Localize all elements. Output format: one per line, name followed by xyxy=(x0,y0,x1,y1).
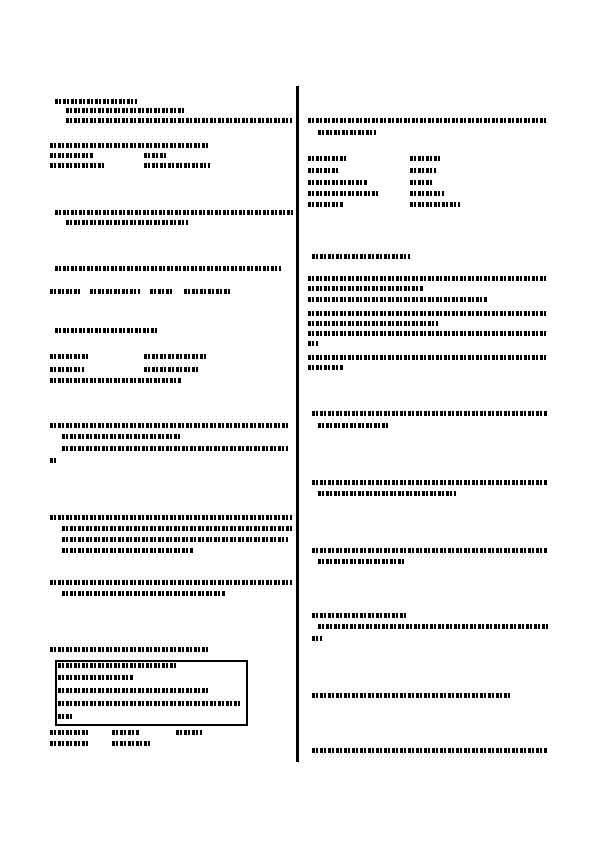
option-c xyxy=(308,311,548,316)
option-b xyxy=(308,168,340,173)
option-d xyxy=(184,289,230,294)
question-line xyxy=(66,220,188,225)
question-line xyxy=(312,693,512,698)
option-a xyxy=(308,156,348,161)
option-a xyxy=(50,354,88,359)
question-line xyxy=(50,515,292,520)
question-line xyxy=(50,143,210,148)
question-line xyxy=(50,423,288,428)
option-d xyxy=(144,367,200,372)
option-a-value xyxy=(410,156,440,161)
question-line xyxy=(50,580,292,585)
box-line xyxy=(58,701,242,706)
option-d xyxy=(308,331,548,336)
option-c xyxy=(308,180,368,185)
option-e xyxy=(308,355,548,360)
option-d xyxy=(50,741,90,746)
box-line xyxy=(58,688,208,693)
question-line xyxy=(312,254,410,259)
question-line xyxy=(308,118,548,123)
option-d xyxy=(308,191,380,196)
option-d-value xyxy=(410,191,444,196)
option-b-value xyxy=(410,168,436,173)
box-line xyxy=(58,663,178,668)
option-c xyxy=(176,730,202,735)
question-line xyxy=(62,526,292,531)
question-line xyxy=(66,118,292,123)
question-line xyxy=(318,423,388,428)
question-line xyxy=(312,748,548,753)
question-line xyxy=(62,591,226,596)
option-a xyxy=(50,289,80,294)
option-d-cont xyxy=(308,341,318,346)
option-c xyxy=(50,367,84,372)
option-b xyxy=(112,730,140,735)
column-divider xyxy=(296,86,299,762)
question-line xyxy=(318,130,376,135)
question-line xyxy=(312,636,322,641)
question-line xyxy=(62,434,182,439)
question-line xyxy=(318,491,456,496)
option-a xyxy=(50,153,94,158)
question-line xyxy=(62,537,288,542)
question-line xyxy=(50,458,56,463)
code-box xyxy=(55,660,248,726)
box-line xyxy=(58,714,74,719)
option-b xyxy=(90,289,140,294)
option-a-cont xyxy=(308,286,424,291)
question-line xyxy=(312,548,548,553)
option-c xyxy=(50,163,106,168)
question-line xyxy=(55,210,293,215)
question-line xyxy=(55,328,159,333)
question-line xyxy=(318,624,548,629)
question-line xyxy=(318,559,406,564)
option-d xyxy=(144,163,210,168)
option-e-cont xyxy=(308,365,344,370)
box-line xyxy=(58,675,134,680)
option-c-value xyxy=(410,180,434,185)
question-line xyxy=(312,480,548,485)
option-b xyxy=(144,354,206,359)
option-e xyxy=(308,202,344,207)
option-c xyxy=(150,289,174,294)
option-b xyxy=(144,153,168,158)
question-line xyxy=(50,647,210,652)
option-e-value xyxy=(410,202,460,207)
option-e xyxy=(50,378,182,383)
question-line xyxy=(62,548,194,553)
option-a xyxy=(308,276,548,281)
option-c-cont xyxy=(308,321,438,326)
option-e xyxy=(112,741,150,746)
question-line xyxy=(66,108,184,113)
question-line xyxy=(55,99,137,104)
question-line xyxy=(55,266,281,271)
option-a xyxy=(50,730,90,735)
question-line xyxy=(312,613,408,618)
question-line xyxy=(62,446,288,451)
question-line xyxy=(312,411,548,416)
option-b xyxy=(308,297,488,302)
